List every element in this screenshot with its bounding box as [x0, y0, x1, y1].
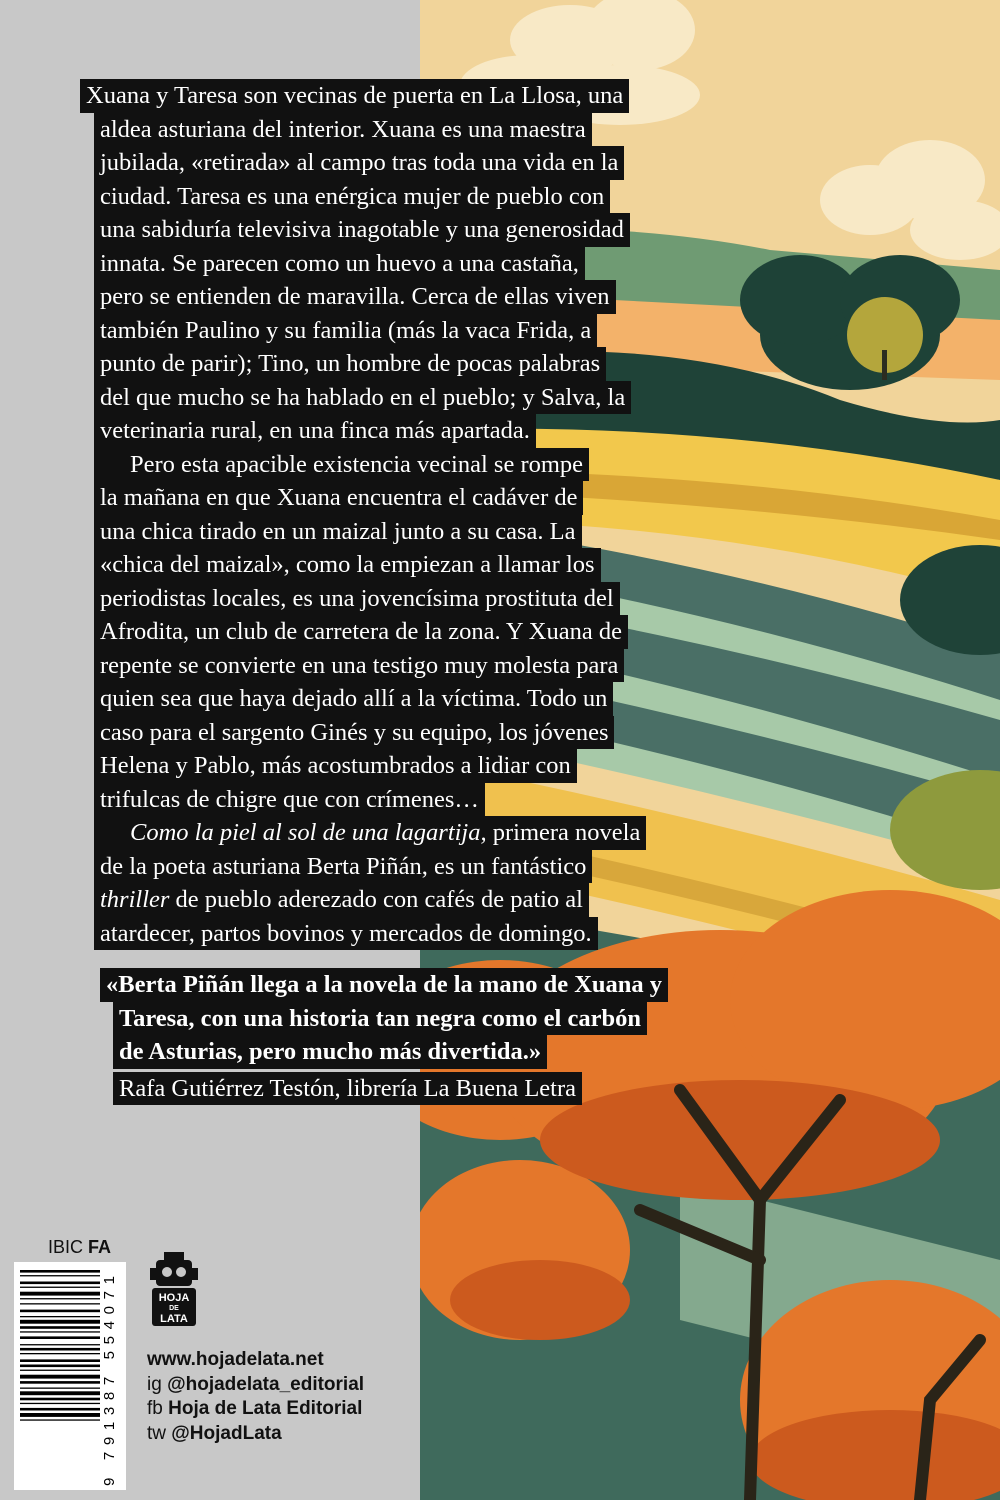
- blurb-line: ciudad. Taresa es una enérgica mujer de pueblo con: [94, 180, 610, 214]
- facebook-link[interactable]: fb Hoja de Lata Editorial: [147, 1398, 363, 1419]
- publisher-links: [147, 1348, 364, 1446]
- blurb-line: periodistas locales, es una jovencísima prostituta del: [94, 582, 620, 616]
- blurb-line: Pero esta apacible existencia vecinal se rompe: [94, 448, 589, 482]
- blurb-line: una sabiduría televisiva inagotable y una generosidad: [94, 213, 630, 247]
- book-title: Como la piel al sol de una lagartija,: [130, 819, 487, 846]
- ibic-code: IBIC FA: [48, 1237, 112, 1257]
- blurb-line: repente se convierte en una testigo muy molesta para: [94, 649, 624, 683]
- website-link[interactable]: www.hojadelata.net: [147, 1349, 324, 1370]
- blurb-line: también Paulino y su familia (más la vaca Frida, a: [94, 314, 597, 348]
- instagram-link[interactable]: ig @hojadelata_editorial: [147, 1373, 365, 1395]
- blurb-line: quien sea que haya dejado allí a la víctima. Todo un: [94, 682, 613, 716]
- isbn-barcode: [14, 1262, 126, 1490]
- quote-line: «Berta Piñán llega a la novela de la mano de Xuana y: [100, 968, 668, 1002]
- svg-text:LATA: LATA: [160, 1313, 188, 1325]
- blurb-line: veterinaria rural, en una finca más apartada.: [94, 414, 536, 448]
- blurb-line: Como la piel al sol de una lagartija, primera novela: [94, 816, 646, 850]
- quote-line: de Asturias, pero mucho más divertida.»: [113, 1035, 547, 1069]
- blurb-line: «chica del maizal», como la empiezan a llamar los: [94, 548, 601, 582]
- blurb-line: del que mucho se ha hablado en el pueblo; y Salva, la: [94, 381, 631, 415]
- blurb-line: thriller de pueblo aderezado con cafés de patio al: [94, 883, 589, 917]
- hoja-de-lata-logo: [148, 1250, 200, 1328]
- blurb-line: atardecer, partos bovinos y mercados de domingo.: [94, 917, 598, 951]
- blurb-line: innata. Se parecen como un huevo a una castaña,: [94, 247, 585, 281]
- review-quote: [100, 968, 668, 1105]
- blurb-line: Afrodita, un club de carretera de la zona. Y Xuana de: [94, 615, 628, 649]
- blurb-line: de la poeta asturiana Berta Piñán, es un fantástico: [94, 850, 592, 884]
- blurb-line: trifulcas de chigre que con crímenes…: [94, 783, 485, 817]
- blurb-line: Helena y Pablo, más acostumbrados a lidiar con: [94, 749, 577, 783]
- blurb-line: Xuana y Taresa son vecinas de puerta en La Llosa, una: [80, 79, 629, 113]
- blurb-line: caso para el sargento Ginés y su equipo, los jóvenes: [94, 716, 614, 750]
- barcode-digits: 9 791387 554071: [101, 1276, 118, 1486]
- svg-text:HOJA: HOJA: [158, 1292, 190, 1304]
- synopsis-text: [86, 79, 726, 950]
- blurb-line: una chica tirado en un maizal junto a su casa. La: [94, 515, 582, 549]
- blurb-line: jubilada, «retirada» al campo tras toda una vida en la: [94, 146, 624, 180]
- svg-text:DE: DE: [169, 1305, 179, 1312]
- blurb-line: punto de parir); Tino, un hombre de pocas palabras: [94, 347, 606, 381]
- twitter-link[interactable]: tw @HojadLata: [147, 1422, 282, 1444]
- blurb-line: la mañana en que Xuana encuentra el cadáver de: [94, 481, 583, 515]
- blurb-line: pero se entienden de maravilla. Cerca de ellas viven: [94, 280, 616, 314]
- quote-line: Taresa, con una historia tan negra como el carbón: [113, 1002, 647, 1036]
- blurb-line: aldea asturiana del interior. Xuana es una maestra: [94, 113, 592, 147]
- quote-attribution: Rafa Gutiérrez Testón, librería La Buena Letra: [113, 1072, 582, 1106]
